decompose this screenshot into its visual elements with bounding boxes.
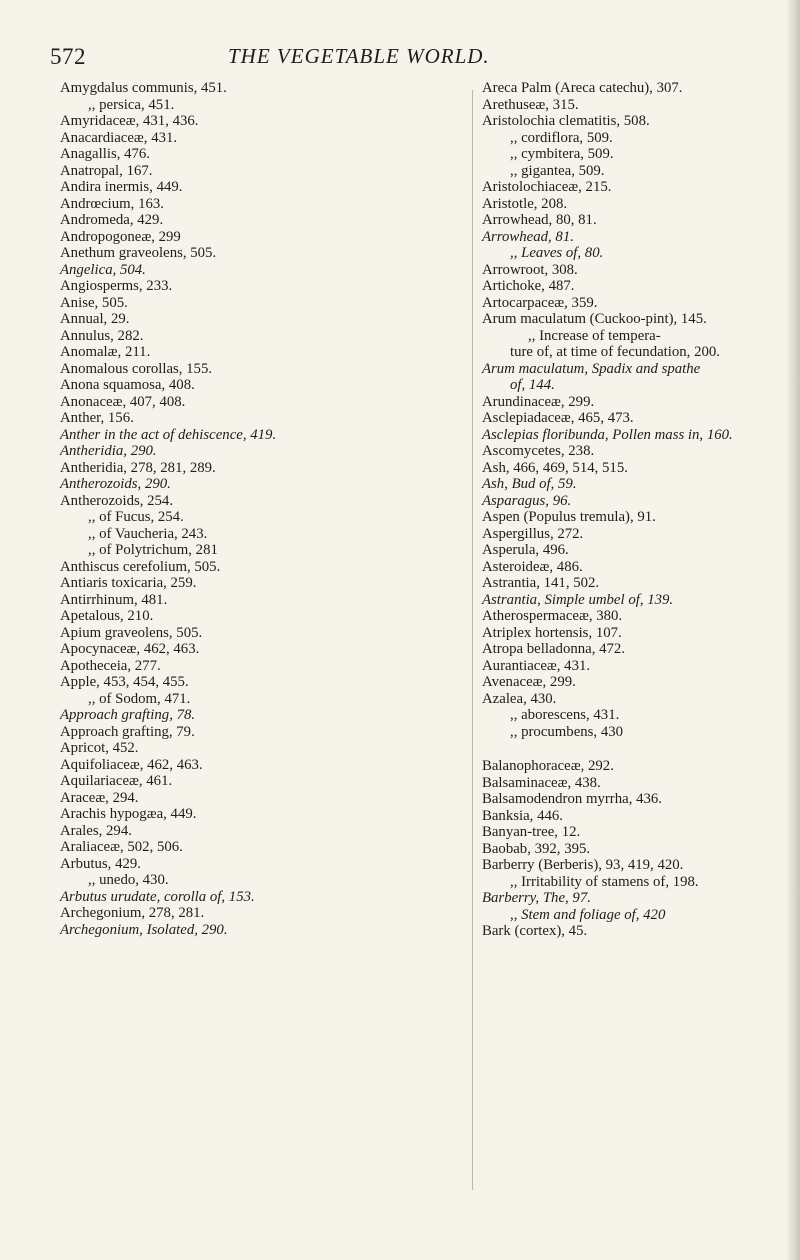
index-entry: Archegonium, 278, 281. xyxy=(60,905,205,921)
index-entry: Arrowroot, 308. xyxy=(482,261,578,278)
index-entry: Ash, 466, 469, 514, 515. xyxy=(482,459,628,476)
index-entry: Anatropal, 167. xyxy=(60,162,153,179)
index-entry: Aristolochiaceæ, 215. xyxy=(482,179,612,195)
index-entry: Balanophoraceæ, 292. xyxy=(482,758,614,774)
index-entry: Annual, 29. xyxy=(60,311,130,327)
index-entry: Andropogoneæ, 299 xyxy=(60,228,181,245)
index-entry: ,, aborescens, 431. xyxy=(510,707,620,723)
index-entry: ,, of Polytrichum, 281 xyxy=(88,542,218,558)
index-entry: Antherozoids, 290. xyxy=(60,476,171,492)
index-entry: Banyan-tree, 12. xyxy=(482,824,581,840)
index-entry: Approach grafting, 79. xyxy=(60,723,195,740)
index-entry: ,, of Sodom, 471. xyxy=(88,690,191,707)
index-entry: Andira inermis, 449. xyxy=(60,179,183,195)
index-entry: Ash, Bud of, 59. xyxy=(482,476,577,492)
index-entry: ,, cymbitera, 509. xyxy=(510,146,614,162)
index-entry: Anther, 156. xyxy=(60,410,134,426)
page-number: 572 xyxy=(50,44,86,69)
index-entry: ,, cordiflora, 509. xyxy=(510,129,613,146)
index-entry: Astrantia, 141, 502. xyxy=(482,575,600,591)
index-entry: Apple, 453, 454, 455. xyxy=(60,674,189,690)
index-entry: Apricot, 452. xyxy=(60,740,139,756)
index-column-left xyxy=(60,80,420,938)
index-entry: Anthiscus cerefolium, 505. xyxy=(60,558,221,575)
index-entry: Asclepias floribunda, Pollen mass in, 160. xyxy=(482,426,733,443)
index-entry: Aristotle, 208. xyxy=(482,195,568,212)
index-entry: Anonaceæ, 407, 408. xyxy=(60,393,186,410)
index-entry: Araliaceæ, 502, 506. xyxy=(60,839,183,855)
index-entry: Antheridia, 278, 281, 289. xyxy=(60,459,216,476)
index-entry: Angiosperms, 233. xyxy=(60,278,173,294)
page-edge-shadow xyxy=(786,0,800,1260)
index-entry: of, 144. xyxy=(510,377,555,393)
index-entry: Apotheceia, 277. xyxy=(60,657,161,674)
index-entry: ,, procumbens, 430 xyxy=(510,723,624,740)
index-entry: Archegonium, Isolated, 290. xyxy=(60,921,228,938)
index-entry: Avenaceæ, 299. xyxy=(482,674,576,690)
index-entry: Balsamodendron myrrha, 436. xyxy=(482,791,662,807)
index-entry: Annulus, 282. xyxy=(60,327,144,344)
index-entry: ,, Increase of tempera- xyxy=(528,327,661,344)
index-entry: ,, Irritability of stamens of, 198. xyxy=(510,873,699,890)
index-entry: Anona squamosa, 408. xyxy=(60,377,195,393)
index-entry: Anethum graveolens, 505. xyxy=(60,245,217,261)
index-entry: ,, Leaves of, 80. xyxy=(510,245,604,261)
index-entry: Atropa belladonna, 472. xyxy=(482,641,625,657)
index-entry: ,, persica, 451. xyxy=(88,96,175,113)
index-entry: Anther in the act of dehiscence, 419. xyxy=(60,426,277,443)
index-section-gap xyxy=(482,740,782,758)
index-entry: Anise, 505. xyxy=(60,294,128,311)
index-entry: Antheridia, 290. xyxy=(60,443,157,459)
index-entry: Bark (cortex), 45. xyxy=(482,923,588,939)
index-entry: Arethuseæ, 315. xyxy=(482,96,579,113)
index-entry: Arachis hypogæa, 449. xyxy=(60,806,197,822)
index-entry: Artichoke, 487. xyxy=(482,278,575,294)
index-entry: Arum maculatum, Spadix and spathe xyxy=(482,360,701,377)
index-entry: Atherospermaceæ, 380. xyxy=(482,608,623,624)
index-entry: ,, unedo, 430. xyxy=(88,872,169,888)
index-entry: Arbutus, 429. xyxy=(60,855,141,872)
index-entry: Andrœcium, 163. xyxy=(60,195,164,212)
index-entry: Antherozoids, 254. xyxy=(60,492,174,509)
index-entry: Anagallis, 476. xyxy=(60,146,151,162)
index-entry: Apocynaceæ, 462, 463. xyxy=(60,641,200,657)
index-entry: Aquifoliaceæ, 462, 463. xyxy=(60,756,203,773)
index-entry: ,, of Vaucheria, 243. xyxy=(88,525,208,542)
index-entry: Arbutus urudate, corolla of, 153. xyxy=(60,888,255,905)
index-entry: Araceæ, 294. xyxy=(60,789,139,806)
index-entry: Asclepiadaceæ, 465, 473. xyxy=(482,410,634,426)
index-entry: Astrantia, Simple umbel of, 139. xyxy=(482,591,674,608)
index-entry: Aurantiaceæ, 431. xyxy=(482,657,591,674)
index-entry: Arrowhead, 80, 81. xyxy=(482,212,597,228)
index-entry: Balsaminaceæ, 438. xyxy=(482,774,601,791)
index-entry: Approach grafting, 78. xyxy=(60,707,196,723)
index-entry: Apetalous, 210. xyxy=(60,608,154,624)
index-entry: ,, Stem and foliage of, 420 xyxy=(510,906,666,923)
index-entry: ,, gigantea, 509. xyxy=(510,162,605,179)
index-entry: Asperula, 496. xyxy=(482,542,569,558)
index-entry: Andromeda, 429. xyxy=(60,212,164,228)
index-entry: Arum maculatum (Cuckoo-pint), 145. xyxy=(482,311,707,327)
index-entry: Aquilariaceæ, 461. xyxy=(60,773,173,789)
index-entry: Asteroideæ, 486. xyxy=(482,558,583,575)
index-entry: Antirrhinum, 481. xyxy=(60,591,168,608)
index-entry: Anacardiaceæ, 431. xyxy=(60,129,178,146)
running-title: THE VEGETABLE WORLD. xyxy=(228,44,490,68)
index-entry: Angelica, 504. xyxy=(60,261,146,278)
index-entry: Baobab, 392, 395. xyxy=(482,840,591,857)
index-entry: Areca Palm (Areca catechu), 307. xyxy=(482,80,683,96)
index-column-right xyxy=(482,80,782,940)
index-entry: Arundinaceæ, 299. xyxy=(482,393,595,410)
index-entry: Anomalæ, 211. xyxy=(60,344,151,360)
index-entry: ture of, at time of fecundation, 200. xyxy=(510,344,720,360)
index-entry: Anomalous corollas, 155. xyxy=(60,360,213,377)
column-divider xyxy=(472,90,473,1190)
index-entry: Banksia, 446. xyxy=(482,807,563,824)
index-entry: Arrowhead, 81. xyxy=(482,228,574,245)
index-entry: Ascomycetes, 238. xyxy=(482,443,595,459)
page-header xyxy=(50,44,740,80)
index-entry: Atriplex hortensis, 107. xyxy=(482,624,622,641)
index-entry: Antiaris toxicaria, 259. xyxy=(60,575,197,591)
index-entry: Amyridaceæ, 431, 436. xyxy=(60,113,199,129)
index-entry: Azalea, 430. xyxy=(482,690,557,707)
index-entry: Amygdalus communis, 451. xyxy=(60,80,227,96)
index-entry: Artocarpaceæ, 359. xyxy=(482,294,598,311)
index-entry: Barberry, The, 97. xyxy=(482,890,591,906)
index-entry: Arales, 294. xyxy=(60,822,132,839)
index-entry: Aspergillus, 272. xyxy=(482,525,584,542)
index-entry: Aspen (Populus tremula), 91. xyxy=(482,509,656,525)
index-entry: Apium graveolens, 505. xyxy=(60,624,203,641)
index-entry: ,, of Fucus, 254. xyxy=(88,509,184,525)
index-entry: Barberry (Berberis), 93, 419, 420. xyxy=(482,857,684,873)
index-entry: Asparagus, 96. xyxy=(482,492,572,509)
index-entry: Aristolochia clematitis, 508. xyxy=(482,113,650,129)
